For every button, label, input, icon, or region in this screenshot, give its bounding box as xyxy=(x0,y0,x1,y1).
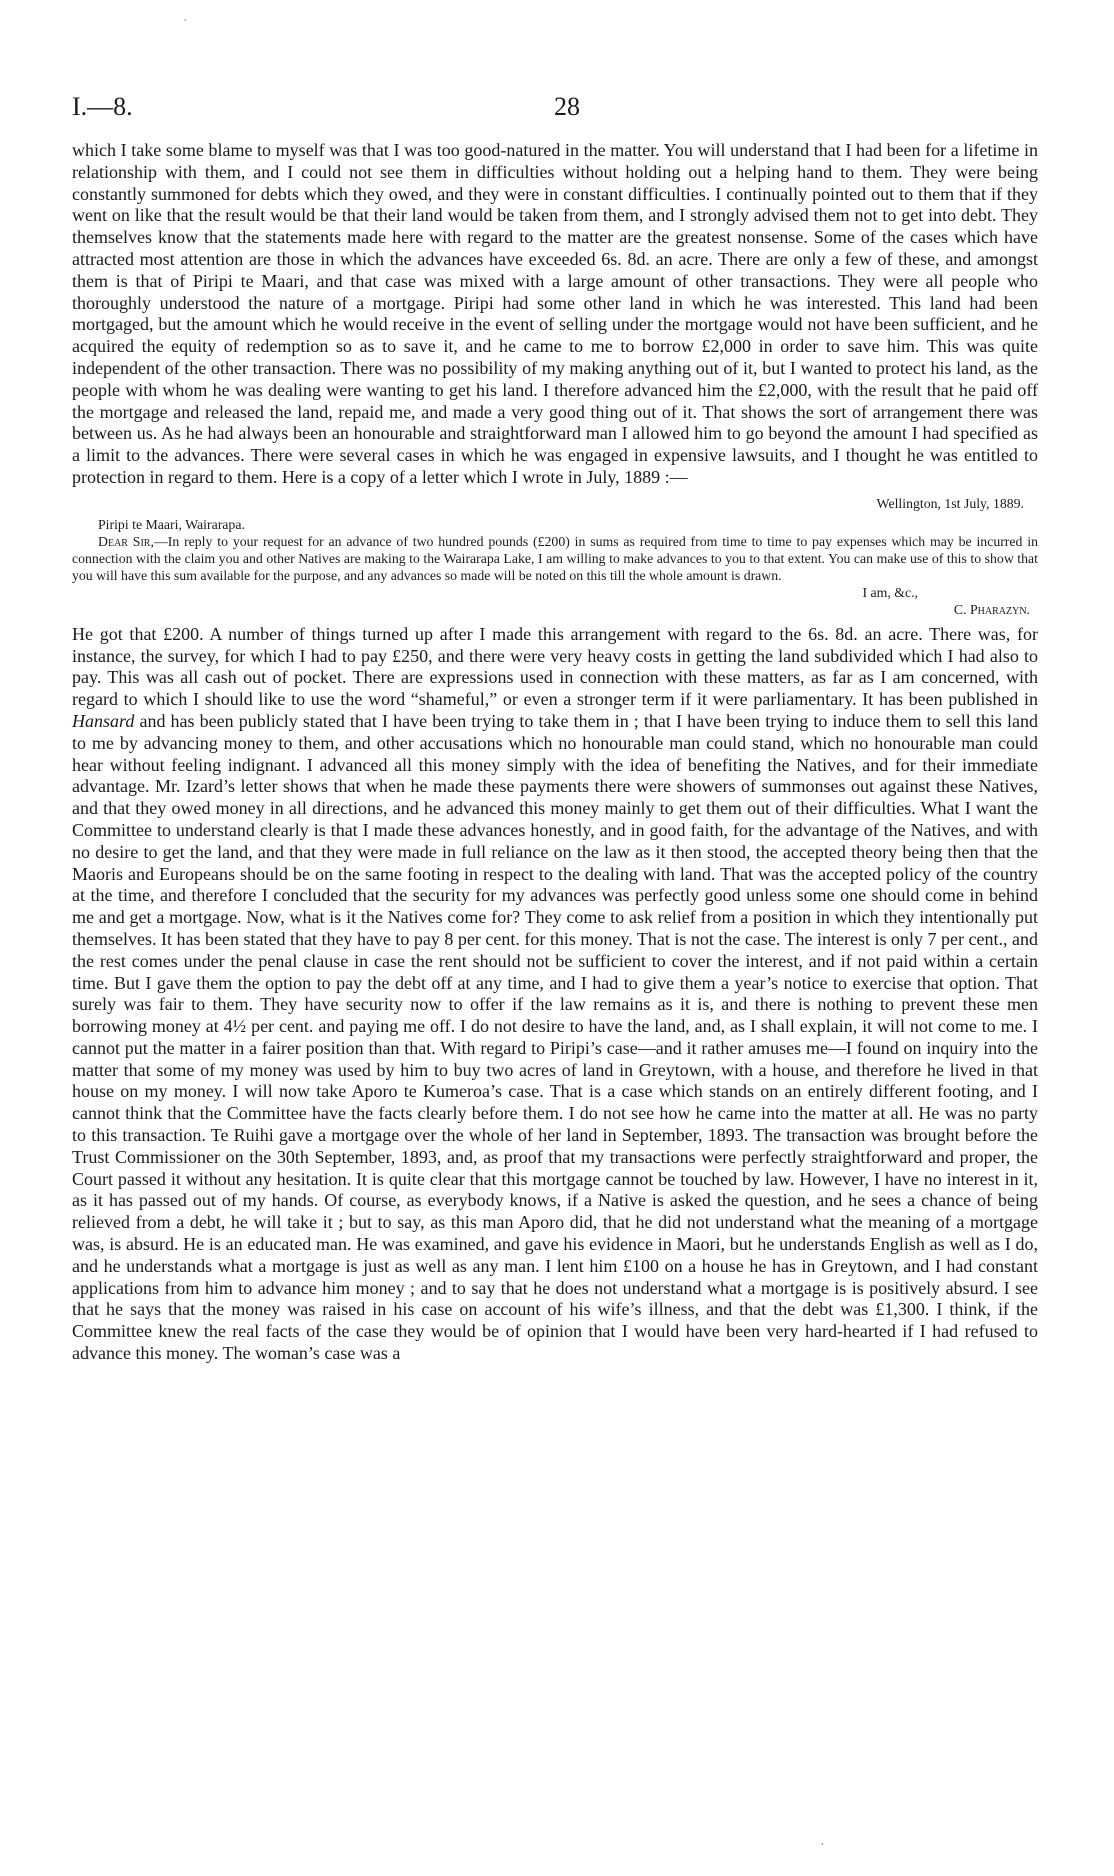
letter-body-text: —In reply to your request for an advance of two hundred pounds (£200) in sums as required from time to time to pay expenses which may be incurred in connection with the claim you and other Natives are making to the Wairarapa Lake, I am willing to make advances to you to that extent. You can make use of this to show that you will have this sum available for the purpose, and any advances so made will be noted on this till the whole amount is drawn. xyxy=(72,533,1038,583)
paper-reference: I.—8. xyxy=(72,92,133,121)
letter-body xyxy=(72,533,1038,584)
quoted-letter xyxy=(72,495,1038,618)
letter-salutation: Dear Sir, xyxy=(98,533,154,549)
speck-mark-bottom: · xyxy=(820,1838,825,1853)
speck-mark: · xyxy=(183,14,188,29)
hansard-title: Hansard xyxy=(72,710,135,731)
page-header xyxy=(72,92,1038,132)
letter-addressee: Piripi te Maari, Wairarapa. xyxy=(98,516,245,532)
paragraph-main-part1: He got that £200. A number of things turned up after I made this arrangement with regard to the 6s. 8d. an acre. There was, for instance, the survey, for which I had to pay £250, and there were very heavy costs in getting the land subdivided which I had also to pay. This was all cash out of pocket. There are expressions used in connection with these matters, as far as I am concerned, with regard to which I should like to use the word “shameful,” or even a stronger term if it were parliamentary. It has been published in xyxy=(72,623,1038,710)
paragraph-main xyxy=(72,624,1038,1365)
paragraph-opening: which I take some blame to myself was that I was too good-natured in the matter. You will understand that I had been for a lifetime in relationship with them, and I could not see them in difficulties without holding out a helping hand to them. They were being constantly summoned for debts which they owed, and they were in constant difficulties. I continually pointed out to them that if they went on like that the result would be that their land would be taken from them, and I strongly advised them not to get into debt. They themselves know that the statements made here with regard to the matter are the greatest nonsense. Some of the cases which have attracted most attention are those in which the advances have exceeded 6s. 8d. an acre. There are only a few of these, and amongst them is that of Piripi te Maari, and that case was mixed with a large amount of other transactions. They were all people who thoroughly understood the nature of a mortgage. Piripi had some other land in which he was interested. This land had been mortgaged, but the amount which he would receive in the event of selling under the mortgage would not have been sufficient, and he acquired the equity of redemption so as to save it, and he came to me to borrow £2,000 in order to save him. This was quite independent of the other transaction. There was no possibility of my making anything out of it, but I wanted to protect his land, as the people with whom he was dealing were wanting to get his land. I therefore advanced him the £2,000, with the result that he paid off the mortgage and released the land, repaid me, and made a very good thing out of it. That shows the sort of arrangement there was between us. As he had always been an honourable and straightforward man I allowed him to go beyond the amount I had specified as a limit to the advances. There were several cases in which he was engaged in expensive lawsuits, and I thought he was entitled to protection in regard to them. Here is a copy of a letter which I wrote in July, 1889 :— xyxy=(72,140,1038,487)
paragraph-main-part2: and has been publicly stated that I have been trying to take them in ; that I have been trying to induce them to sell this land to me by advancing money to them, and other accusations which no honourable man could stand, which no honourable man could hear without feeling indignant. I advanced all this money simply with the idea of benefiting the Natives, and for their immediate advantage. Mr. Izard’s letter shows that when he made these payments there were showers of summonses out against these Natives, and that they owed money in all directions, and he advanced this money mainly to get them out of their difficulties. What I want the Committee to understand clearly is that I made these advances honestly, and in good faith, for the advantage of the Natives, and with no desire to get the land, and that they were made in full reliance on the law as it then stood, the accepted theory being then that the Maoris and Europeans should be on the same footing in respect to the dealing with land. That was the accepted policy of the country at the time, and therefore I concluded that the security for my advances was perfectly good unless some one should come in behind me and get a mortgage. Now, what is it the Natives come for? They come to ask relief from a position in which they intentionally put themselves. It has been stated that they have to pay 8 per cent. for this money. That is not the case. The interest is only 7 per cent., and the rest comes under the penal clause in case the rent should not be sufficient to cover the interest, and if not paid within a certain time. But I gave them the option to pay the debt off at any time, and I had to give them a year’s notice to exercise that option. That surely was fair to them. They have security now to offer if the law remains as it is, and there is nothing to prevent these men borrowing money at 4½ per cent. and paying me off. I do not desire to have the land, and, as I shall explain, it will not come to me. I cannot put the matter in a fairer position than that. With regard to Piripi’s case—and it rather amuses me—I found on inquiry into the matter that some of my money was used by him to buy two acres of land in Greytown, with a house, and therefore he lived in that house on my money. I will now take Aporo te Kumeroa’s case. That is a case which stands on an entirely different footing, and I cannot think that the Committee have the facts clearly before them. I do not see how he came into the matter at all. He was no party to this transaction. Te Ruihi gave a mortgage over the whole of her land in September, 1893. The transaction was brought before the Trust Commissioner on the 30th September, 1893, and, as proof that my transactions were perfectly straightforward and proper, the Court passed it without any hesitation. It is quite clear that this mortgage cannot be touched by law. However, I have no interest in it, as it has passed out of my hands. Of course, as everybody knows, if a Native is asked the question, and he sees a chance of being relieved from a debt, he will take it ; but to say, as this man Aporo did, that he did not understand what the meaning of a mortgage was, is absurd. He is an educated man. He was examined, and gave his evidence in Maori, but he understands English as well as I do, and he understands what a mortgage is just as well as any man. I lent him £100 on a house he has in Greytown, and I had constant applications from him to advance him money ; and to say that he does not understand what a mortgage is is positively absurd. I see that he says that the money was raised in his case on account of his wife’s illness, and that the debt was £1,300. I think, if the Committee knew the real facts of the case they would be of opinion that I would have been very hard-hearted if I had refused to advance this money. The woman’s case was a xyxy=(72,710,1038,1364)
letter-dateline: Wellington, 1st July, 1889. xyxy=(876,495,1024,511)
page-number: 28 xyxy=(554,92,580,121)
letter-closing: I am, &c., xyxy=(862,584,918,600)
letter-signature: C. Pharazyn. xyxy=(953,601,1030,617)
